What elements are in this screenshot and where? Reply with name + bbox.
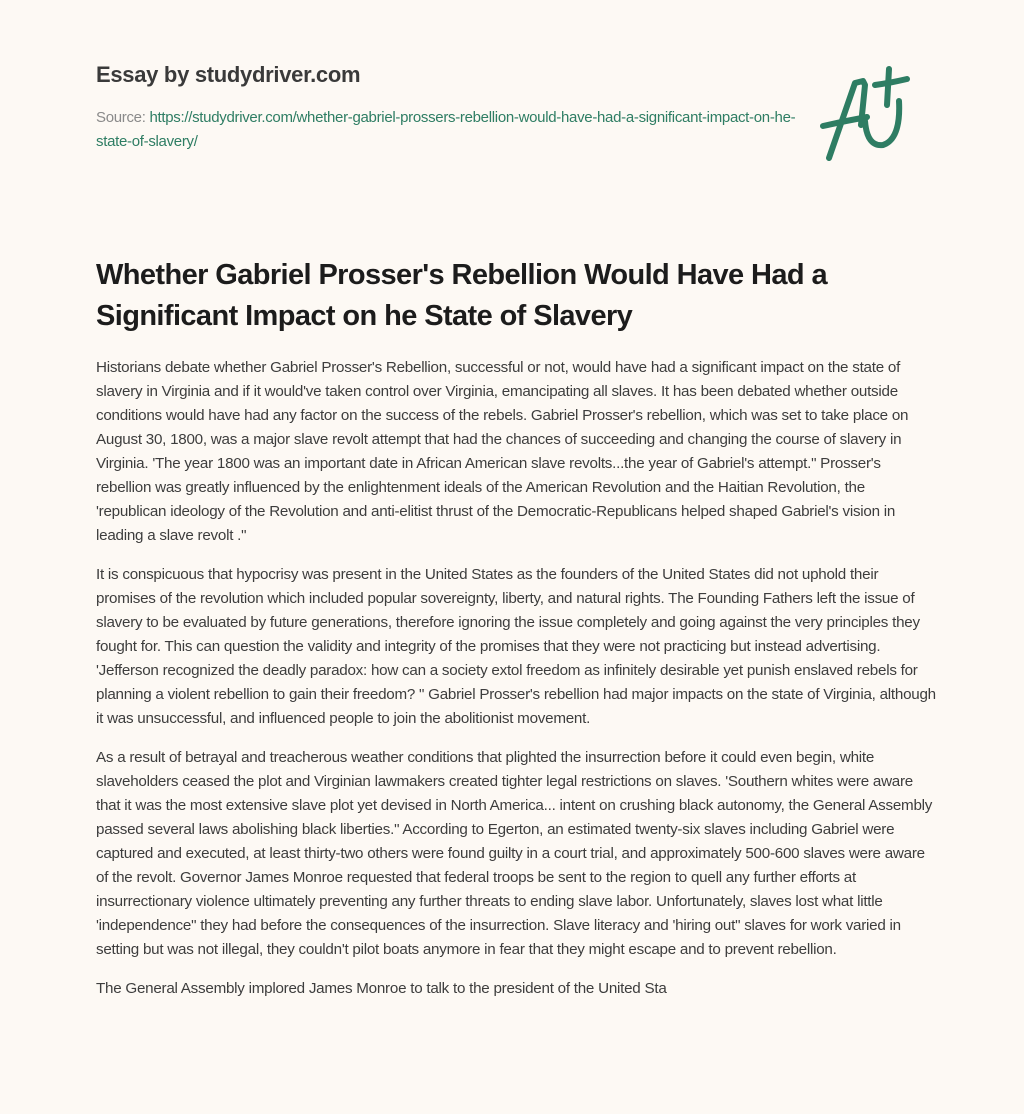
- source-label: Source:: [96, 109, 146, 126]
- paragraph: Historians debate whether Gabriel Prosser's Rebellion, successful or not, would have had a significant impact on the state of slavery in Virginia and if it would've taken control over Virginia, emancipating all slaves. It has been debated whether outside conditions would have had any factor on the success of the rebels. Gabriel Prosser's rebellion, which was set to take place on August 30, 1800, was a major slave revolt attempt that had the chances of succeeding and changing the course of slavery in Virginia. 'The year 1800 was an important date in African American slave revolts...the year of Gabriel's attempt." Prosser's rebellion was greatly influenced by the enlightenment ideals of the American Revolution and the Haitian Revolution, the 'republican ideology of the Revolution and anti-elitist thrust of the Democratic-Republicans helped shaped Gabriel's vision in leading a slave revolt .": [96, 359, 909, 544]
- paragraph: It is conspicuous that hypocrisy was present in the United States as the founders of the United States did not uphold their promises of the revolution which included popular sovereignty, liberty, and natural rights. The Founding Fathers left the issue of slavery to be evaluated by future generations, therefore ignoring the issue completely and going against the very principles they fought for. This can question the validity and integrity of the promises that they were not practicing but instead advertising. 'Jefferson recognized the deadly paradox: how can a society extol freedom as infinitely desirable yet punish enslaved rebels for planning a violent rebellion to gain their freedom? " Gabriel Prosser's rebellion had major impacts on the state of Virginia, although it was unsuccessful, and influenced people to join the abolitionist movement.: [96, 566, 936, 727]
- paragraph: As a result of betrayal and treacherous weather conditions that plighted the insurrection before it could even begin, white slaveholders ceased the plot and Virginian lawmakers created tighter legal restrictions on slaves. 'Southern whites were aware that it was the most extensive slave plot yet devised in North America... intent on crushing black autonomy, the General Assembly passed several laws abolishing black liberties." According to Egerton, an estimated twenty-six slaves including Gabriel were captured and executed, at least thirty-two others were found guilty in a court trial, and approximately 500-600 slaves were aware of the revolt. Governor James Monroe requested that federal troops be sent to the region to quell any further efforts at insurrectionary violence ultimately preventing any further threats to ending slave labor. Unfortunately, slaves lost what little 'independence" they had before the consequences of the insurrection. Slave literacy and 'hiring out" slaves for work varied in setting but was not illegal, they couldn't pilot boats anymore in fear that they might escape and to prevent rebellion.: [96, 749, 933, 958]
- article-title: Whether Gabriel Prosser's Rebellion Would Have Had a Significant Impact on he State of Slavery: [96, 259, 827, 332]
- article-body: [96, 356, 936, 1016]
- site-title: Essay by studydriver.com: [96, 62, 361, 87]
- a-plus-grade-icon: [815, 65, 935, 165]
- paragraph: The General Assembly implored James Monroe to talk to the president of the United Sta: [96, 980, 667, 997]
- source-link[interactable]: https://studydriver.com/whether-gabriel-prossers-rebellion-would-have-had-a-significant-impact-on-he-state-of-slavery/: [96, 109, 796, 150]
- page-header: [96, 62, 796, 154]
- source-line: [96, 106, 796, 154]
